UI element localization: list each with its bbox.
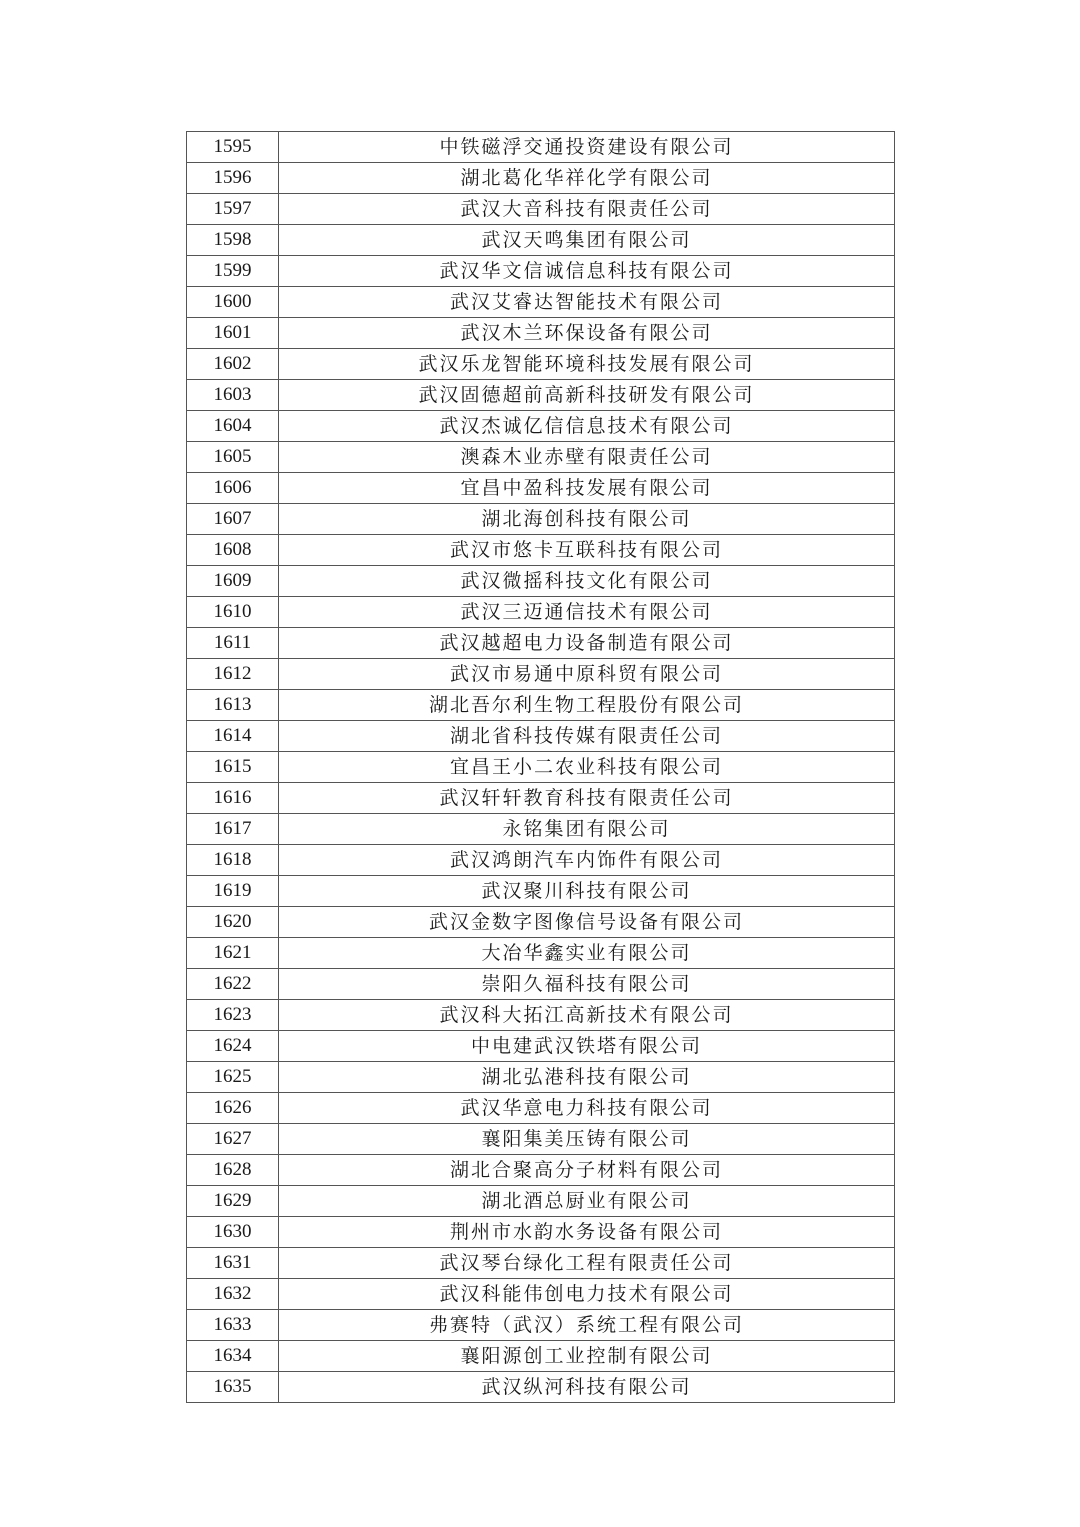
company-name: 襄阳源创工业控制有限公司 [279,1341,895,1372]
row-number: 1613 [187,690,279,721]
table-row [187,1186,895,1217]
table-row [187,969,895,1000]
row-number: 1635 [187,1372,279,1403]
company-name: 湖北吾尔利生物工程股份有限公司 [279,690,895,721]
company-name: 武汉轩轩教育科技有限责任公司 [279,783,895,814]
row-number: 1608 [187,535,279,566]
table-row [187,194,895,225]
table-row [187,1062,895,1093]
table-row [187,1372,895,1403]
row-number: 1623 [187,1000,279,1031]
table-row [187,876,895,907]
row-number: 1618 [187,845,279,876]
company-name: 宜昌王小二农业科技有限公司 [279,752,895,783]
row-number: 1609 [187,566,279,597]
row-number: 1595 [187,132,279,163]
company-name: 武汉微摇科技文化有限公司 [279,566,895,597]
table-row [187,380,895,411]
row-number: 1629 [187,1186,279,1217]
company-name: 武汉华意电力科技有限公司 [279,1093,895,1124]
row-number: 1610 [187,597,279,628]
row-number: 1607 [187,504,279,535]
company-name: 武汉市悠卡互联科技有限公司 [279,535,895,566]
row-number: 1633 [187,1310,279,1341]
row-number: 1630 [187,1217,279,1248]
company-name: 襄阳集美压铸有限公司 [279,1124,895,1155]
row-number: 1616 [187,783,279,814]
row-number: 1624 [187,1031,279,1062]
row-number: 1603 [187,380,279,411]
row-number: 1622 [187,969,279,1000]
row-number: 1626 [187,1093,279,1124]
company-name: 武汉聚川科技有限公司 [279,876,895,907]
row-number: 1598 [187,225,279,256]
table-row [187,1279,895,1310]
table-row [187,752,895,783]
row-number: 1601 [187,318,279,349]
table-row [187,411,895,442]
table-row [187,163,895,194]
company-name: 武汉大音科技有限责任公司 [279,194,895,225]
row-number: 1631 [187,1248,279,1279]
company-name: 湖北酒总厨业有限公司 [279,1186,895,1217]
company-name: 武汉杰诚亿信信息技术有限公司 [279,411,895,442]
table-row [187,1155,895,1186]
table-row [187,597,895,628]
table-row [187,318,895,349]
company-name: 中电建武汉铁塔有限公司 [279,1031,895,1062]
table-row [187,504,895,535]
row-number: 1617 [187,814,279,845]
company-name: 武汉鸿朗汽车内饰件有限公司 [279,845,895,876]
row-number: 1606 [187,473,279,504]
company-name: 永铭集团有限公司 [279,814,895,845]
table-row [187,814,895,845]
company-list-table [186,131,895,1403]
table-row [187,1341,895,1372]
company-name: 荆州市水韵水务设备有限公司 [279,1217,895,1248]
company-name: 武汉越超电力设备制造有限公司 [279,628,895,659]
row-number: 1621 [187,938,279,969]
row-number: 1620 [187,907,279,938]
row-number: 1619 [187,876,279,907]
row-number: 1634 [187,1341,279,1372]
company-name: 湖北合聚高分子材料有限公司 [279,1155,895,1186]
table-row [187,132,895,163]
table-row [187,721,895,752]
company-name: 湖北葛化华祥化学有限公司 [279,163,895,194]
company-name: 崇阳久福科技有限公司 [279,969,895,1000]
company-name: 武汉华文信诚信息科技有限公司 [279,256,895,287]
company-name: 武汉纵河科技有限公司 [279,1372,895,1403]
row-number: 1627 [187,1124,279,1155]
company-name: 弗赛特（武汉）系统工程有限公司 [279,1310,895,1341]
company-name: 武汉木兰环保设备有限公司 [279,318,895,349]
row-number: 1612 [187,659,279,690]
table-row [187,566,895,597]
company-name: 宜昌中盈科技发展有限公司 [279,473,895,504]
table-row [187,783,895,814]
table-row [187,256,895,287]
table-row [187,473,895,504]
row-number: 1599 [187,256,279,287]
table-row [187,535,895,566]
company-name: 武汉固德超前高新科技研发有限公司 [279,380,895,411]
company-name: 湖北海创科技有限公司 [279,504,895,535]
table-row [187,225,895,256]
table-row [187,690,895,721]
table-row [187,287,895,318]
table-row [187,1248,895,1279]
table-row [187,845,895,876]
table-row [187,1031,895,1062]
company-name: 武汉乐龙智能环境科技发展有限公司 [279,349,895,380]
company-name: 澳森木业赤壁有限责任公司 [279,442,895,473]
row-number: 1625 [187,1062,279,1093]
company-name: 武汉金数字图像信号设备有限公司 [279,907,895,938]
table-row [187,938,895,969]
company-name: 武汉三迈通信技术有限公司 [279,597,895,628]
company-name: 武汉市易通中原科贸有限公司 [279,659,895,690]
row-number: 1604 [187,411,279,442]
table-row [187,1093,895,1124]
table-row [187,1124,895,1155]
company-name: 大冶华鑫实业有限公司 [279,938,895,969]
company-name: 武汉艾睿达智能技术有限公司 [279,287,895,318]
row-number: 1596 [187,163,279,194]
company-name: 武汉科能伟创电力技术有限公司 [279,1279,895,1310]
company-name: 武汉天鸣集团有限公司 [279,225,895,256]
table-row [187,659,895,690]
company-name: 湖北弘港科技有限公司 [279,1062,895,1093]
company-name: 武汉琴台绿化工程有限责任公司 [279,1248,895,1279]
table-row [187,628,895,659]
table-row [187,442,895,473]
row-number: 1600 [187,287,279,318]
row-number: 1614 [187,721,279,752]
table-row [187,1000,895,1031]
row-number: 1632 [187,1279,279,1310]
table-row [187,349,895,380]
company-name: 中铁磁浮交通投资建设有限公司 [279,132,895,163]
table-row [187,1217,895,1248]
table-body [187,132,895,1403]
row-number: 1615 [187,752,279,783]
table-row [187,1310,895,1341]
row-number: 1597 [187,194,279,225]
row-number: 1605 [187,442,279,473]
row-number: 1611 [187,628,279,659]
row-number: 1602 [187,349,279,380]
table-row [187,907,895,938]
row-number: 1628 [187,1155,279,1186]
company-name: 湖北省科技传媒有限责任公司 [279,721,895,752]
company-name: 武汉科大拓江高新技术有限公司 [279,1000,895,1031]
